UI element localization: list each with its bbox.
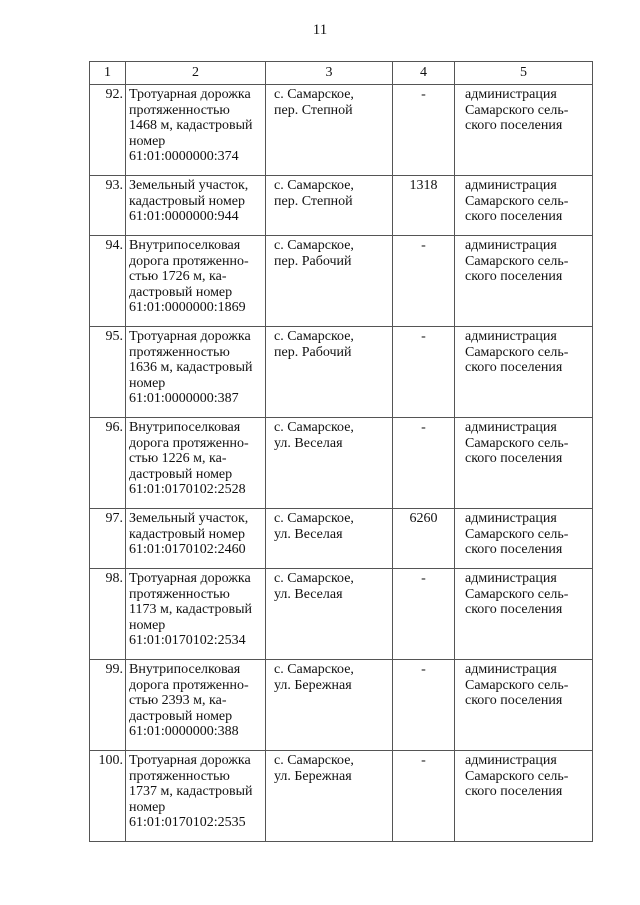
object-description [126,509,266,569]
property-table [89,61,593,842]
object-description-line: 61:01:0000000:387 [129,391,239,406]
rights-holder-line: ского поселения [465,209,563,224]
table-row [90,509,593,569]
object-address [266,236,393,327]
object-address [266,176,393,236]
object-description-line: 61:01:0000000:374 [129,149,239,164]
rights-holder-line: администрация [465,178,557,193]
object-address [266,509,393,569]
rights-holder [455,660,593,751]
rights-holder-line: администрация [465,511,557,526]
rights-holder-line: ского поселения [465,602,563,617]
row-number: 99. [90,660,126,751]
header-col-5: 5 [455,62,593,85]
object-description-line: номер [129,617,166,633]
object-description-line: 61:01:0170102:2535 [129,815,246,830]
rights-holder [455,85,593,176]
object-area: - [393,569,455,660]
object-description-line: номер [129,133,166,149]
rights-holder [455,569,593,660]
object-address-line: ул. Бережная [274,677,352,693]
object-area: - [393,751,455,842]
rights-holder-line: Самарского сель- [465,677,569,693]
table-row [90,660,593,751]
object-address [266,327,393,418]
object-address-line: пер. Рабочий [274,253,352,269]
rights-holder-line: администрация [465,329,557,344]
object-description-line: стью 1726 м, ка- [129,269,227,284]
table-row [90,569,593,660]
rights-holder [455,236,593,327]
object-description-line: протяженностью [129,344,230,360]
object-area: - [393,236,455,327]
object-address-line: ул. Веселая [274,586,343,602]
header-col-4: 4 [393,62,455,85]
object-area: - [393,85,455,176]
table-row [90,327,593,418]
object-address-line: с. Самарское, [274,753,354,768]
object-description-line: Земельный участок, [129,178,249,193]
object-description-line: 61:01:0170102:2528 [129,482,246,497]
header-col-2: 2 [126,62,266,85]
object-description [126,660,266,751]
object-description [126,236,266,327]
table-row [90,85,593,176]
header-col-1: 1 [90,62,126,85]
object-description-line: Земельный участок, [129,511,249,526]
page-number: 11 [312,22,328,38]
table-row [90,176,593,236]
object-description [126,176,266,236]
object-area: 1318 [393,176,455,236]
object-description-line: дорога протяженно- [129,435,249,451]
object-description-line: стью 1226 м, ка- [129,451,227,466]
object-address-line: с. Самарское, [274,420,354,435]
rights-holder-line: ского поселения [465,360,563,375]
row-number: 98. [90,569,126,660]
object-description-line: стью 2393 м, ка- [129,693,227,708]
object-area: - [393,327,455,418]
rights-holder-line: ского поселения [465,784,563,799]
rights-holder-line: Самарского сель- [465,768,569,784]
rights-holder-line: ского поселения [465,269,563,284]
object-address-line: ул. Бережная [274,768,352,784]
object-area: - [393,660,455,751]
object-address-line: пер. Степной [274,193,353,209]
row-number: 94. [90,236,126,327]
object-description-line: Тротуарная дорожка [129,753,251,768]
object-address [266,569,393,660]
object-description-line: 1173 м, кадастровый [129,602,252,617]
row-number: 92. [90,85,126,176]
row-number: 100. [90,751,126,842]
object-description-line: Внутрипоселковая [129,238,241,253]
object-description [126,327,266,418]
table-row [90,418,593,509]
row-number: 96. [90,418,126,509]
object-description-line: Тротуарная дорожка [129,571,251,586]
row-number: 97. [90,509,126,569]
rights-holder [455,176,593,236]
rights-holder-line: Самарского сель- [465,253,569,269]
object-description-line: Внутрипоселковая [129,662,241,677]
object-description-line: 1636 м, кадастровый [129,360,253,375]
rights-holder-line: Самарского сель- [465,344,569,360]
rights-holder-line: Самарского сель- [465,526,569,542]
rights-holder-line: администрация [465,753,557,768]
object-description-line: Тротуарная дорожка [129,329,251,344]
rights-holder [455,418,593,509]
rights-holder-line: ского поселения [465,693,563,708]
object-description-line: дастровый номер [129,284,233,300]
object-area: 6260 [393,509,455,569]
header-row [90,62,593,85]
table-row [90,236,593,327]
object-description-line: протяженностью [129,586,230,602]
object-description [126,85,266,176]
object-address [266,751,393,842]
rights-holder-line: ского поселения [465,118,563,133]
object-description-line: номер [129,799,166,815]
object-address-line: ул. Веселая [274,435,343,451]
object-address-line: пер. Рабочий [274,344,352,360]
header-col-3: 3 [266,62,393,85]
object-address-line: с. Самарское, [274,238,354,253]
object-address-line: с. Самарское, [274,178,354,193]
object-description-line: 61:01:0000000:388 [129,724,239,739]
object-address-line: с. Самарское, [274,662,354,677]
object-description-line: 61:01:0170102:2534 [129,633,246,648]
object-area: - [393,418,455,509]
object-address [266,418,393,509]
rights-holder-line: Самарского сель- [465,193,569,209]
object-description-line: номер [129,375,166,391]
object-description-line: 61:01:0000000:944 [129,209,239,224]
object-address-line: ул. Веселая [274,526,343,542]
object-description-line: протяженностью [129,102,230,118]
object-address-line: с. Самарское, [274,571,354,586]
object-description-line: кадастровый номер [129,193,245,209]
object-description-line: 1737 м, кадастровый [129,784,253,799]
object-description-line: 1468 м, кадастровый [129,118,253,133]
rights-holder-line: администрация [465,662,557,677]
object-description-line: 61:01:0170102:2460 [129,542,246,557]
table-row [90,751,593,842]
object-description-line: Тротуарная дорожка [129,87,251,102]
object-address-line: пер. Степной [274,102,353,118]
object-description-line: Внутрипоселковая [129,420,241,435]
rights-holder-line: администрация [465,571,557,586]
rights-holder-line: Самарского сель- [465,102,569,118]
object-address-line: с. Самарское, [274,329,354,344]
rights-holder-line: ского поселения [465,451,563,466]
object-description [126,569,266,660]
object-description-line: кадастровый номер [129,526,245,542]
rights-holder [455,509,593,569]
rights-holder-line: администрация [465,238,557,253]
object-description-line: 61:01:0000000:1869 [129,300,246,315]
rights-holder-line: администрация [465,420,557,435]
object-description [126,751,266,842]
rights-holder-line: администрация [465,87,557,102]
object-description-line: дорога протяженно- [129,253,249,269]
object-address [266,85,393,176]
row-number: 93. [90,176,126,236]
object-description-line: дастровый номер [129,708,233,724]
object-description-line: дорога протяженно- [129,677,249,693]
rights-holder-line: Самарского сель- [465,586,569,602]
object-description [126,418,266,509]
object-description-line: дастровый номер [129,466,233,482]
row-number: 95. [90,327,126,418]
object-address-line: с. Самарское, [274,511,354,526]
rights-holder-line: Самарского сель- [465,435,569,451]
rights-holder [455,327,593,418]
object-address-line: с. Самарское, [274,87,354,102]
object-address [266,660,393,751]
rights-holder-line: ского поселения [465,542,563,557]
object-description-line: протяженностью [129,768,230,784]
rights-holder [455,751,593,842]
